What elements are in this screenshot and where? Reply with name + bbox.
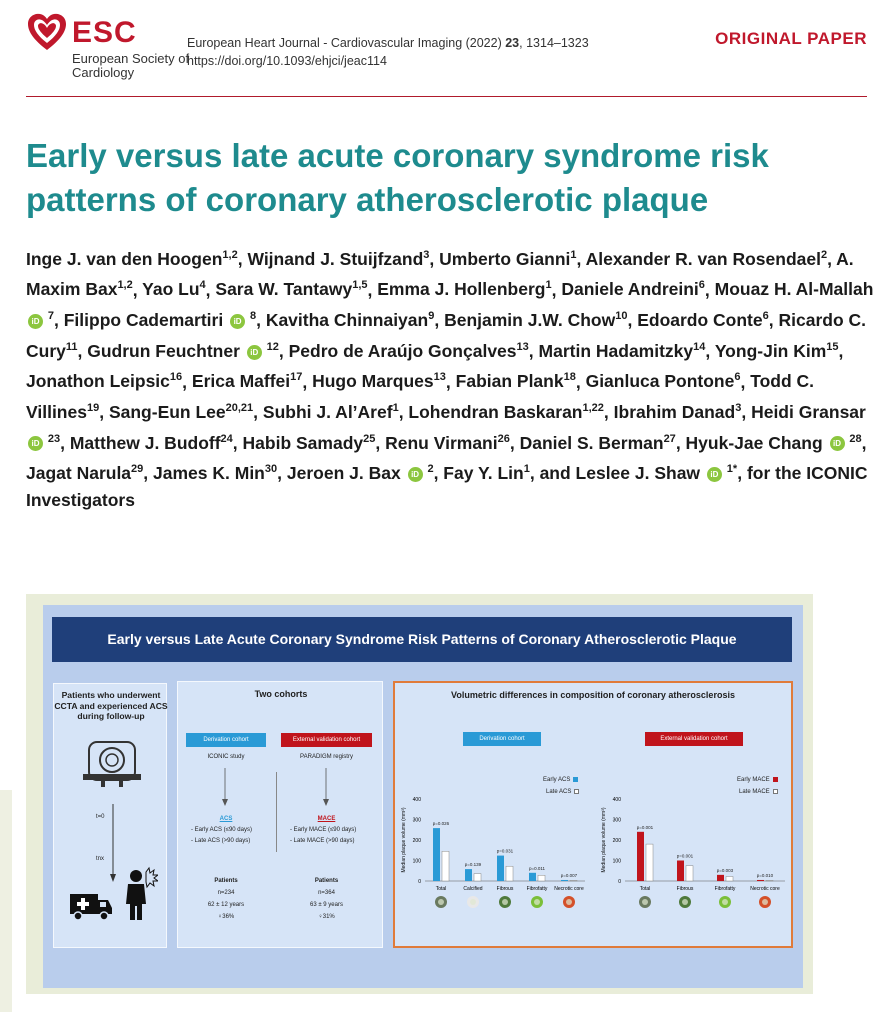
author-affiliation: 16 bbox=[169, 371, 183, 384]
author-name[interactable]: Daniel S. Berman bbox=[519, 432, 664, 453]
author bbox=[561, 279, 705, 299]
author-affiliation: 26 bbox=[497, 432, 510, 445]
author-affiliation: 1 bbox=[570, 249, 577, 261]
author-name[interactable]: Emma J. Hollenberg bbox=[377, 279, 546, 300]
validation-bar-chart bbox=[599, 793, 791, 921]
legend-late-mace: Late MACE bbox=[739, 789, 778, 795]
author bbox=[266, 310, 435, 330]
abstract-banner: Early versus Late Acute Coronary Syndrome Risk Patterns of Coronary Atherosclerotic Plaque bbox=[52, 617, 792, 662]
author-name[interactable]: Martin Hadamitzky bbox=[538, 340, 694, 361]
derivation-female: ♀36% bbox=[217, 914, 235, 920]
p-value-label: p=0.011 bbox=[528, 865, 546, 871]
author-affiliation: 3 bbox=[735, 402, 742, 415]
patient-chest-pain-icon bbox=[122, 866, 158, 922]
orcid-icon[interactable]: iD bbox=[28, 436, 43, 451]
p-value-label: p=0.003 bbox=[716, 867, 734, 873]
chart-validation-label: External validation cohort bbox=[645, 732, 743, 746]
plaque-lumen-icon bbox=[682, 899, 688, 905]
author bbox=[456, 371, 576, 391]
female-icon: ♀ bbox=[318, 914, 323, 920]
author-name[interactable]: Gudrun Feuchtner bbox=[87, 340, 240, 361]
chart-derivation-label: Derivation cohort bbox=[463, 732, 541, 746]
author bbox=[385, 433, 510, 453]
author-name[interactable]: James K. Min bbox=[153, 463, 265, 484]
author bbox=[26, 249, 238, 269]
volumetric-panel-title: Volumetric differences in composition of coronary atherosclerosis bbox=[451, 690, 735, 700]
author bbox=[539, 341, 706, 361]
category-label: Fibrous bbox=[676, 886, 694, 892]
author bbox=[289, 341, 529, 361]
author-affiliation: 3 bbox=[423, 249, 430, 261]
author bbox=[377, 279, 551, 299]
esc-heart-icon bbox=[26, 12, 68, 54]
orcid-icon[interactable]: iD bbox=[707, 467, 722, 482]
author-name[interactable]: Umberto Gianni bbox=[439, 248, 571, 269]
bar-late bbox=[538, 875, 545, 881]
author bbox=[263, 402, 399, 422]
derivation-study-name: ICONIC study bbox=[207, 754, 245, 760]
y-axis-label: Median plaque volume (mm³) bbox=[601, 807, 607, 873]
bar-late bbox=[570, 880, 577, 881]
author-affiliation: 8 bbox=[249, 310, 257, 323]
author-name[interactable]: Pedro de Araújo Gonçalves bbox=[288, 340, 517, 361]
author-affiliation: 13 bbox=[433, 371, 446, 384]
author-affiliation: 11 bbox=[65, 340, 78, 353]
author bbox=[586, 371, 741, 391]
validation-late: - Late MACE (>90 days) bbox=[290, 838, 355, 844]
author-affiliation: 1,5 bbox=[352, 279, 368, 292]
author-affiliation: 13 bbox=[516, 340, 529, 353]
bar-late bbox=[726, 876, 733, 881]
bar-early bbox=[677, 861, 684, 882]
author-name[interactable]: Benjamin J.W. Chow bbox=[444, 310, 616, 331]
author-name[interactable]: Matthew J. Budoff bbox=[69, 432, 221, 453]
author-affiliation: 1 bbox=[392, 402, 399, 415]
bar-early bbox=[433, 828, 440, 881]
derivation-arrow bbox=[222, 768, 228, 808]
ct-scanner-icon bbox=[81, 740, 143, 788]
author-affiliation: 7 bbox=[47, 310, 54, 323]
category-label: Total bbox=[639, 886, 651, 892]
cohorts-panel bbox=[177, 681, 383, 948]
bar-early bbox=[717, 875, 724, 881]
author-affiliation: 1,2 bbox=[222, 249, 238, 261]
author-affiliation: 10 bbox=[615, 310, 628, 323]
author bbox=[408, 402, 604, 422]
author-name[interactable]: Jeroen J. Bax bbox=[286, 463, 401, 484]
orcid-icon[interactable]: iD bbox=[408, 467, 423, 482]
timeline-arrow bbox=[110, 804, 116, 884]
author-name[interactable]: Alexander R. van Rosendael bbox=[585, 248, 821, 269]
author bbox=[312, 371, 446, 391]
esc-logo bbox=[26, 12, 190, 82]
author bbox=[247, 249, 429, 269]
bar-early bbox=[529, 873, 536, 881]
author-name[interactable]: Sara W. Tantawy bbox=[215, 279, 353, 300]
author-name[interactable]: Hyuk-Jae Chang bbox=[685, 432, 823, 453]
bar-early bbox=[757, 880, 764, 881]
author-name[interactable]: and Leslee J. Shaw bbox=[539, 463, 701, 484]
author-affiliation: 2 bbox=[820, 249, 828, 261]
plaque-lumen-icon bbox=[534, 899, 540, 905]
author-affiliation: 6 bbox=[698, 279, 705, 292]
plaque-lumen-icon bbox=[642, 899, 648, 905]
y-tick-label: 0 bbox=[618, 879, 621, 885]
author-name[interactable]: Hugo Marques bbox=[312, 371, 434, 392]
p-value-label: p=0.139 bbox=[464, 862, 482, 868]
author-affiliation: 24 bbox=[220, 432, 233, 445]
bar-late bbox=[766, 880, 773, 881]
doi-link[interactable]: https://doi.org/10.1093/ehjci/jeac114 bbox=[187, 54, 387, 68]
p-value-label: p=0.001 bbox=[676, 853, 694, 859]
paper-title: Early versus late acute coronary syndrome risk patterns of coronary atherosclerotic plaque bbox=[26, 137, 769, 218]
author-name[interactable]: Sang-Eun Lee bbox=[108, 401, 226, 422]
author-affiliation: 25 bbox=[363, 432, 376, 445]
category-label: Fibrofatty bbox=[526, 886, 548, 892]
bar-early bbox=[497, 856, 504, 881]
author-name[interactable]: Habib Samady bbox=[242, 432, 364, 453]
author-affiliation: 20,21 bbox=[225, 402, 254, 415]
author-name[interactable]: Inge J. van den Hoogen bbox=[26, 248, 223, 269]
derivation-patients-label: Patients bbox=[214, 878, 238, 884]
author-name[interactable]: Heidi Gransar bbox=[751, 401, 866, 422]
bar-early bbox=[637, 832, 644, 881]
author-name[interactable]: Jonathon Leipsic bbox=[26, 371, 170, 392]
bar-late bbox=[686, 866, 693, 881]
author-name[interactable]: Gianluca Pontone bbox=[585, 371, 735, 392]
legend-early-mace: Early MACE bbox=[737, 777, 778, 783]
author bbox=[243, 433, 376, 453]
y-tick-label: 100 bbox=[412, 858, 421, 865]
cohort-divider bbox=[276, 772, 277, 852]
y-axis-label: Median plaque volume (mm³) bbox=[401, 807, 407, 873]
author bbox=[443, 463, 530, 483]
author bbox=[215, 279, 367, 299]
author bbox=[109, 402, 253, 422]
legend-late-acs: Late ACS bbox=[546, 789, 579, 795]
author-affiliation: 30 bbox=[264, 463, 278, 476]
esc-abbreviation: ESC bbox=[72, 16, 137, 49]
legend-early-acs: Early ACS bbox=[543, 777, 578, 783]
author-affiliation: 1* bbox=[726, 463, 738, 476]
validation-arrow bbox=[323, 768, 329, 808]
author-name[interactable]: Kavitha Chinnaiyan bbox=[265, 310, 429, 331]
validation-cohort-label: External validation cohort bbox=[281, 733, 372, 747]
derivation-outcome: ACS bbox=[219, 816, 233, 822]
y-tick-label: 200 bbox=[412, 838, 421, 844]
category-label: Total bbox=[435, 886, 447, 892]
author bbox=[637, 310, 769, 330]
paper-type-label: ORIGINAL PAPER bbox=[715, 29, 867, 48]
bar-late bbox=[506, 866, 513, 881]
derivation-age: 62 ± 12 years bbox=[207, 902, 245, 908]
author-affiliation: 17 bbox=[290, 371, 303, 384]
author-name[interactable]: Filippo Cademartiri bbox=[63, 310, 224, 331]
category-label: Calcified bbox=[463, 886, 483, 892]
bar-late bbox=[646, 844, 653, 881]
author-affiliation: 19 bbox=[86, 402, 100, 415]
bar-late bbox=[442, 851, 449, 881]
p-value-label: p=0.031 bbox=[496, 848, 514, 854]
orcid-icon[interactable]: iD bbox=[230, 314, 245, 329]
legend-swatch bbox=[573, 777, 578, 782]
author bbox=[439, 249, 576, 269]
y-tick-label: 400 bbox=[612, 797, 621, 803]
author-name[interactable]: Yong-Jin Kim bbox=[714, 340, 827, 361]
author bbox=[26, 371, 182, 391]
journal-citation: European Heart Journal - Cardiovascular Imaging (2022) 23, 1314–1323 bbox=[187, 36, 589, 50]
y-tick-label: 200 bbox=[612, 838, 621, 844]
y-tick-label: 300 bbox=[612, 817, 621, 824]
author-affiliation: 27 bbox=[663, 432, 676, 445]
author-name[interactable]: Jagat Narula bbox=[26, 463, 132, 484]
author-name[interactable]: Yao Lu bbox=[142, 279, 200, 300]
esc-full-name: European Society of Cardiology bbox=[72, 51, 190, 80]
category-label: Fibrous bbox=[496, 886, 514, 892]
author bbox=[614, 402, 742, 422]
orcid-icon[interactable]: iD bbox=[28, 314, 43, 329]
validation-study-name: PARADIGM registry bbox=[300, 754, 353, 760]
author bbox=[64, 310, 256, 330]
author-affiliation: 4 bbox=[199, 279, 206, 292]
author-name[interactable]: Mouaz H. Al-Mallah bbox=[714, 279, 874, 300]
ambulance-icon bbox=[68, 888, 114, 922]
validation-patients-label: Patients bbox=[314, 878, 339, 884]
author-name[interactable]: Wijnand J. Stuijfzand bbox=[247, 248, 424, 269]
y-tick-label: 400 bbox=[412, 797, 421, 803]
bar-early bbox=[465, 869, 472, 881]
derivation-late: - Late ACS (>90 days) bbox=[191, 838, 251, 844]
author-affiliation: 9 bbox=[428, 310, 435, 323]
author bbox=[287, 463, 434, 483]
bar-late bbox=[474, 874, 481, 881]
author-name[interactable]: Renu Virmani bbox=[385, 432, 498, 453]
author bbox=[586, 249, 828, 269]
author-name[interactable]: Ricardo C. Cury bbox=[26, 310, 867, 361]
header-divider bbox=[26, 96, 867, 97]
orcid-icon[interactable]: iD bbox=[247, 345, 262, 360]
author-name[interactable]: Fay Y. Lin bbox=[443, 463, 524, 484]
author-affiliation: 18 bbox=[563, 371, 576, 384]
author bbox=[153, 463, 277, 483]
p-value-label: p=0.026 bbox=[432, 821, 450, 827]
author-affiliation: 15 bbox=[826, 340, 839, 353]
derivation-bar-chart bbox=[399, 793, 591, 921]
author-name[interactable]: Lohendran Baskaran bbox=[408, 401, 583, 422]
plaque-lumen-icon bbox=[438, 899, 444, 905]
derivation-cohort-label: Derivation cohort bbox=[186, 733, 266, 747]
author-name[interactable]: A. Maxim Bax bbox=[26, 248, 854, 300]
patients-panel bbox=[53, 683, 167, 948]
author-affiliation: 1 bbox=[523, 463, 530, 476]
author bbox=[686, 433, 862, 453]
category-label: Necrotic core bbox=[554, 886, 584, 892]
author-name[interactable]: Todd C. Villines bbox=[26, 371, 815, 422]
author-affiliation: 2 bbox=[427, 463, 434, 476]
derivation-n: n=234 bbox=[217, 890, 235, 896]
author bbox=[26, 463, 143, 483]
p-value-label: p=0.010 bbox=[756, 872, 774, 878]
author-affiliation: 29 bbox=[131, 463, 144, 476]
p-value-label: p=0.001 bbox=[636, 824, 654, 830]
plaque-lumen-icon bbox=[502, 899, 508, 905]
author-name[interactable]: Erica Maffei bbox=[191, 371, 291, 392]
author bbox=[142, 279, 206, 299]
female-icon: ♀ bbox=[217, 914, 223, 920]
author-name[interactable]: Daniele Andreini bbox=[561, 279, 699, 300]
author bbox=[70, 433, 233, 453]
plaque-lumen-icon bbox=[470, 899, 476, 905]
plaque-lumen-icon bbox=[566, 899, 572, 905]
author bbox=[540, 463, 738, 483]
validation-n: n=364 bbox=[318, 890, 335, 896]
author-affiliation: 1,2 bbox=[117, 279, 133, 292]
validation-age: 63 ± 9 years bbox=[310, 902, 343, 908]
author-affiliation: 6 bbox=[734, 371, 741, 384]
patients-panel-title: Patients who underwent CCTA and experienced ACS during follow-up bbox=[54, 690, 168, 721]
y-tick-label: 0 bbox=[418, 879, 421, 885]
y-tick-label: 300 bbox=[412, 817, 421, 824]
side-strip bbox=[0, 790, 12, 1012]
author bbox=[520, 433, 676, 453]
author bbox=[715, 341, 839, 361]
plaque-lumen-icon bbox=[762, 899, 768, 905]
author bbox=[192, 371, 302, 391]
author-name[interactable]: Fabian Plank bbox=[455, 371, 564, 392]
author-name[interactable]: Subhi J. Al’Aref bbox=[262, 401, 393, 422]
author-affiliation: 1 bbox=[545, 279, 552, 292]
time-zero-label: t=0 bbox=[96, 814, 105, 820]
author-affiliation: 6 bbox=[762, 310, 769, 323]
orcid-icon[interactable]: iD bbox=[830, 436, 845, 451]
author-name[interactable]: Ibrahim Danad bbox=[613, 401, 736, 422]
author-list: Inge J. van den Hoogen$^{1,2}$, Wijnand J. Stuijfzand$^3$, Umberto Gianni$^1$, Alexander R. van Rosendael$^2$, A. Maxim Bax$^{1,2}$, Yao Lu$^4$, Sara W. Tantawy$^{1,5}$, Emma J. Hollenberg$^1$, Daniele Andreini$^6$, Mouaz H. Al-Mallah iD $^7$, Filippo Cademartiri iD $^8$, Kavitha Chinnaiyan$^9$, Benjamin J.W. Chow$^{10}$, Edoardo Conte$^6$, Ricardo C. Cury$^{11}$, Gudrun Feuchtner iD $^{12}$, Pedro de Araújo Gonçalves$^{13}$, Martin Hadamitzky$^{14}$, Yong-Jin Kim$^{15}$, Jonathon Leipsic$^{16}$, Erica Maffei$^{17}$, Hugo Marques$^{13}$, Fabian Plank$^{18}$, Gianluca Pontone$^6$, Todd C. Villines$^{19}$, Sang-Eun Lee$^{20,21}$, Subhi J. Al’Aref$^1$, Lohendran Baskaran$^{1,22}$, Ibrahim Danad$^3$, Heidi Gransar iD $^{23}$, Matthew J. Budoff$^{24}$, Habib Samady$^{25}$, Renu Virmani$^{26}$, Daniel S. Berman$^{27}$, Hyuk-Jae Chang iD $^{28}$, Jagat Narula$^{29}$, James K. Min$^{30}$, Jeroen J. Bax iD $^2$, Fay Y. Lin$^1$, and Leslee J. Shaw iD $^{1*}$, for the ICONIC Investigators bbox=[26, 248, 874, 510]
author-affiliation: 23 bbox=[47, 432, 61, 445]
p-value-label: p=0.007 bbox=[560, 872, 578, 878]
author-name[interactable]: Edoardo Conte bbox=[637, 310, 763, 331]
author-affiliation: 1,22 bbox=[582, 402, 604, 415]
category-label: Necrotic core bbox=[750, 886, 780, 892]
author bbox=[444, 310, 627, 330]
derivation-early: - Early ACS (≤90 days) bbox=[191, 827, 252, 833]
author-group: for the ICONIC Investigators bbox=[26, 463, 868, 510]
author-affiliation: 14 bbox=[693, 340, 706, 353]
author bbox=[87, 341, 279, 361]
y-tick-label: 100 bbox=[612, 858, 621, 865]
validation-outcome: MACE bbox=[317, 816, 336, 822]
validation-early: - Early MACE (≤90 days) bbox=[290, 827, 357, 833]
category-label: Fibrofatty bbox=[714, 886, 736, 892]
volumetric-panel bbox=[393, 681, 793, 948]
author-affiliation: 12 bbox=[266, 340, 279, 353]
legend-swatch bbox=[773, 777, 778, 782]
cohorts-panel-title: Two cohorts bbox=[254, 689, 308, 699]
plaque-lumen-icon bbox=[722, 899, 728, 905]
validation-female: ♀31% bbox=[318, 914, 335, 920]
author-affiliation: 28 bbox=[849, 432, 862, 445]
time-event-label: tnx bbox=[96, 856, 105, 862]
bar-early bbox=[561, 880, 568, 881]
